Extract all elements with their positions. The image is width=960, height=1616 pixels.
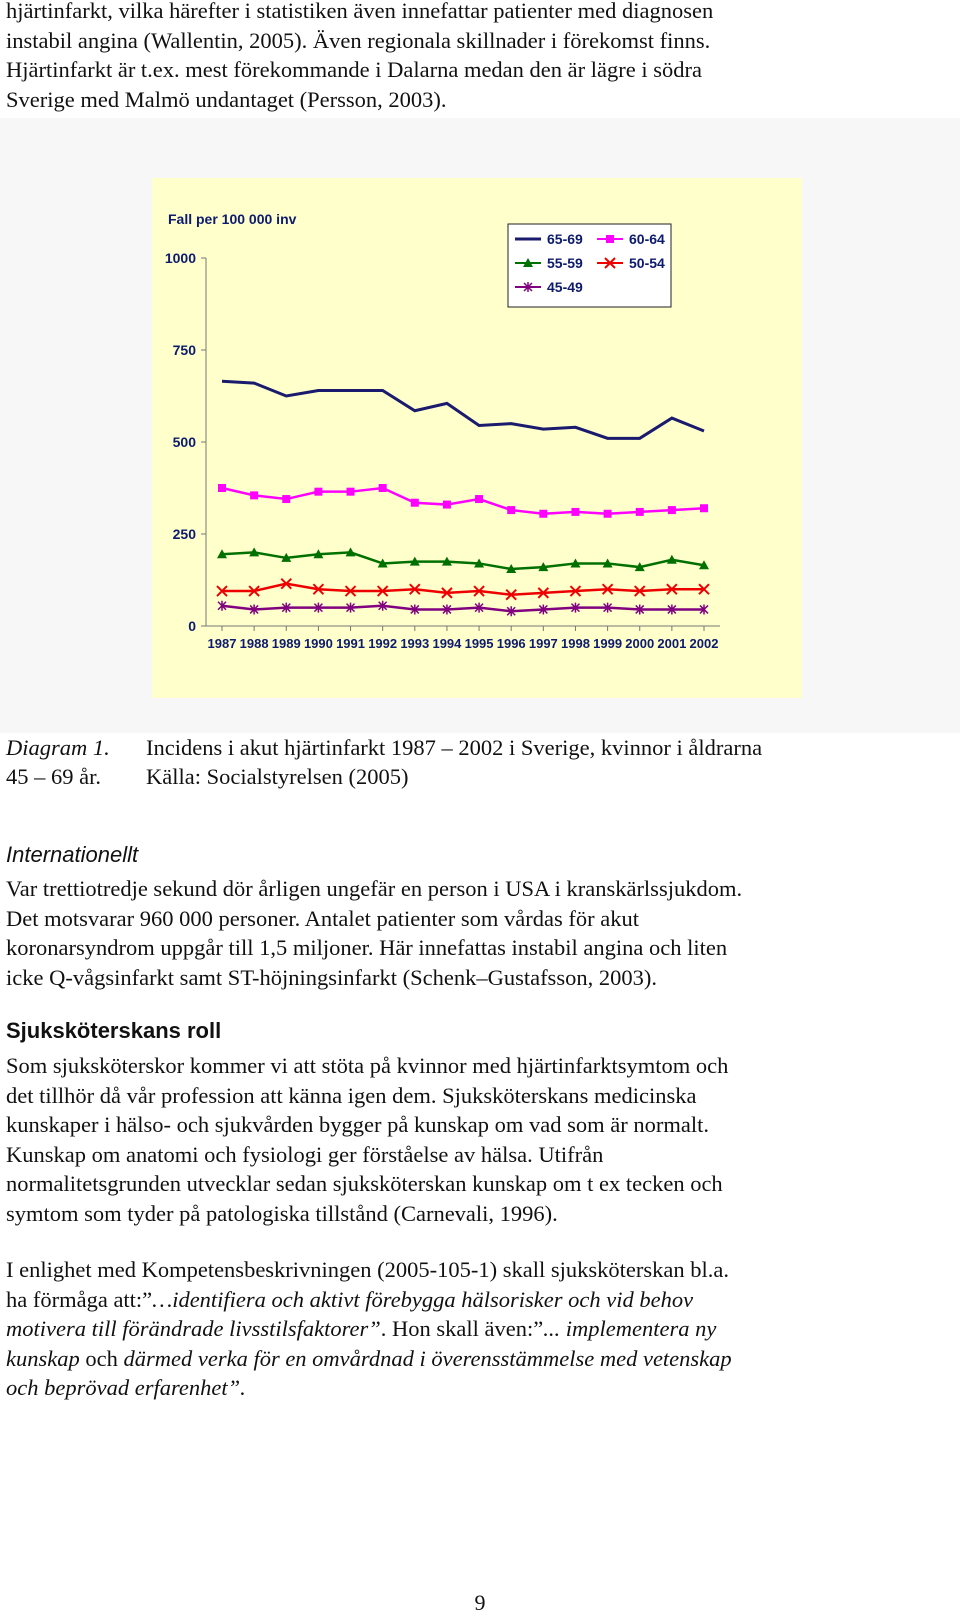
section2-line: kunskaper i hälso- och sjukvården bygger på kunskap om vad som är normalt. (6, 1112, 709, 1137)
section3-text: ha förmåga att:” (6, 1286, 153, 1312)
section2-line: symtom som tyder på patologiska tillstånd (Carnevali, 1996). (6, 1200, 558, 1226)
section3-line-2 (6, 1285, 936, 1315)
y-tick-label: 500 (172, 434, 196, 450)
caption-text: Incidens i akut hjärtinfarkt 1987 – 2002 i Sverige, kvinnor i åldrarna (146, 735, 763, 760)
section3-paragraph (6, 1255, 936, 1403)
data-point-square (282, 495, 290, 503)
section1-line: Det motsvarar 960 000 personer. Antalet patienter som vårdas för akut (6, 905, 639, 931)
legend-label: 45-49 (547, 279, 583, 295)
section1-line: icke Q-vågsinfarkt samt ST-höjningsinfarkt (Schenk–Gustafsson, 2003). (6, 964, 657, 990)
section2-line: normalitetsgrunden utvecklar sedan sjuksköterskan kunskap om t ex tecken och (6, 1171, 723, 1196)
data-point-square (571, 508, 579, 516)
x-tick-label: 1988 (239, 636, 269, 651)
x-tick-label: 1987 (207, 636, 237, 651)
caption-line-2 (6, 762, 408, 792)
data-point-square (604, 510, 612, 518)
y-tick-label: 250 (172, 526, 196, 542)
legend-label: 65-69 (547, 231, 583, 247)
y-tick-label: 0 (188, 618, 196, 634)
section3-quote: ... implementera ny (543, 1316, 717, 1341)
section2-line: Kunskap om anatomi och fysiologi ger förståelse av hälsa. Utifrån (6, 1141, 604, 1167)
intro-line: Sverige med Malmö undantaget (Persson, 2003). (6, 86, 447, 112)
plot-background (152, 178, 802, 698)
legend-label: 55-59 (547, 255, 583, 271)
caption-label: Diagram 1. (6, 735, 110, 760)
x-tick-label: 1996 (496, 636, 526, 651)
section-heading-internationellt: Internationellt (6, 842, 139, 867)
section3-line-5 (6, 1373, 936, 1403)
y-axis-label: Fall per 100 000 inv (168, 211, 297, 227)
section3-line-4 (6, 1344, 936, 1374)
data-point-square (507, 506, 515, 514)
x-tick-label: 1992 (368, 636, 398, 651)
data-point-square (668, 506, 676, 514)
data-point-square (314, 488, 322, 496)
section3-quote: motivera till förändrade livsstilsfaktorer” (6, 1316, 381, 1341)
x-tick-label: 2002 (689, 636, 719, 651)
x-tick-label: 1994 (432, 636, 462, 651)
legend (508, 224, 671, 307)
data-point-square (411, 499, 419, 507)
legend-label: 60-64 (629, 231, 665, 247)
intro-line: Hjärtinfarkt är t.ex. mest förekommande i Dalarna medan den är lägre i södra (6, 57, 702, 82)
chart-svg (0, 118, 960, 733)
x-tick-label: 1995 (464, 636, 494, 651)
section1-paragraph (6, 874, 936, 992)
x-tick-label: 1991 (336, 636, 365, 651)
x-tick-label: 1989 (271, 636, 301, 651)
data-point-square (218, 484, 226, 492)
data-point-square (475, 495, 483, 503)
section3-quote: kunskap (6, 1345, 80, 1371)
y-tick-label: 750 (172, 342, 196, 358)
x-tick-label: 1999 (593, 636, 623, 651)
section2-paragraph (6, 1051, 936, 1228)
legend-label: 50-54 (629, 255, 665, 271)
data-point-square (700, 504, 708, 512)
x-tick-label: 1997 (528, 636, 558, 651)
data-point-square (379, 484, 387, 492)
section2-line: Som sjuksköterskor kommer vi att stöta på kvinnor med hjärtinfarktsymtom och (6, 1053, 729, 1078)
incidence-chart (0, 118, 960, 733)
section3-line-3 (6, 1314, 936, 1344)
section3-text: . Hon skall även:” (380, 1316, 544, 1341)
section1-line: Var trettiotredje sekund dör årligen ungefär en person i USA i kranskärlssjukdom. (6, 876, 743, 901)
data-point-square (606, 235, 614, 243)
section3-quote: därmed verka för en omvårdnad i överensstämmelse med vetenskap (123, 1345, 732, 1371)
caption-range: 45 – 69 år. (6, 764, 101, 789)
section3-text: och (79, 1345, 124, 1371)
data-point-square (636, 508, 644, 516)
caption-source: Källa: Socialstyrelsen (2005) (146, 764, 409, 789)
section2-line: det tillhör då vår profession att känna igen dem. Sjuksköterskans medicinska (6, 1082, 697, 1108)
section3-line-1: I enlighet med Kompetensbeskrivningen (2005-105-1) skall sjuksköterskan bl.a. (6, 1257, 729, 1282)
caption-line-1 (6, 733, 762, 763)
page-number: 9 (474, 1590, 486, 1615)
intro-line: hjärtinfarkt, vilka härefter i statistiken även innefattar patienter med diagnosen (6, 0, 714, 23)
x-tick-label: 1990 (303, 636, 333, 651)
data-point-square (347, 488, 355, 496)
section3-quote: och beprövad erfarenhet”. (6, 1375, 246, 1400)
section-heading-sjukskoterskans-roll: Sjuksköterskans roll (6, 1018, 222, 1043)
section3-quote: …identifiera och aktivt förebygga hälsorisker och vid behov (152, 1286, 694, 1312)
intro-line: instabil angina (Wallentin, 2005). Även regionala skillnader i förekomst finns. (6, 27, 711, 53)
data-point-square (443, 501, 451, 509)
section1-line: koronarsyndrom uppgår till 1,5 miljoner. Här innefattas instabil angina och liten (6, 935, 728, 960)
data-point-square (539, 510, 547, 518)
x-tick-label: 2001 (657, 636, 687, 651)
data-point-square (250, 491, 258, 499)
x-tick-label: 2000 (625, 636, 655, 651)
intro-paragraph (6, 0, 936, 114)
y-tick-label: 1000 (164, 250, 196, 266)
x-tick-label: 1993 (400, 636, 430, 651)
x-tick-label: 1998 (561, 636, 590, 651)
